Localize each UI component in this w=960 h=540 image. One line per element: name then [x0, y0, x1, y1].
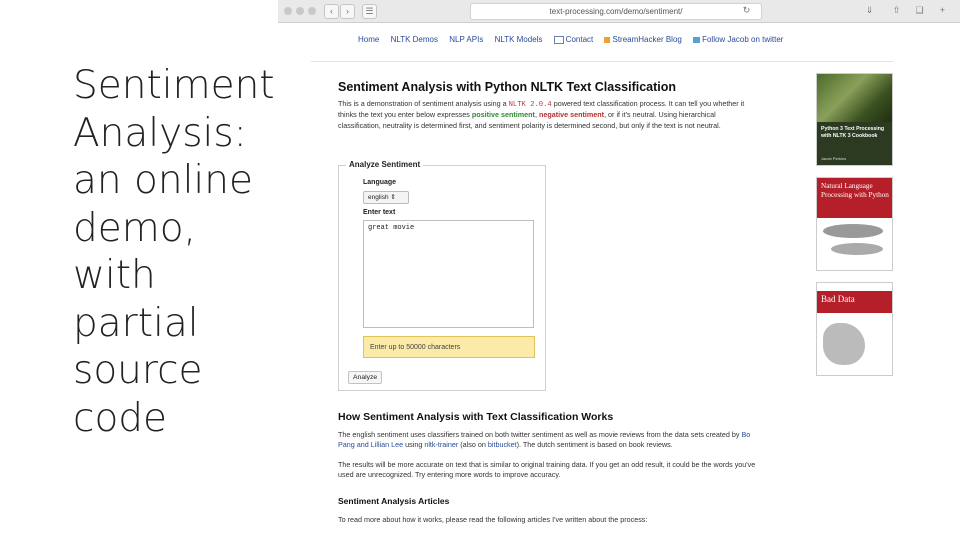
text-label: Enter text: [363, 209, 396, 216]
address-bar[interactable]: text-processing.com/demo/sentiment/: [470, 3, 762, 20]
how-it-works-section: [338, 412, 758, 481]
pang-lee-link[interactable]: Bo Pang and Lillian Lee: [338, 429, 751, 449]
tabs-icon[interactable]: ❏: [915, 5, 924, 15]
window-close-dot[interactable]: [284, 7, 292, 15]
window-minimize-dot[interactable]: [296, 7, 304, 15]
book-title: Natural Language Processing with Python: [821, 182, 889, 199]
how-paragraph-1: [338, 430, 758, 451]
book-cover-bad-data[interactable]: [816, 282, 893, 376]
share-icon[interactable]: ⇧: [892, 5, 901, 15]
how-text: (also on: [458, 440, 488, 449]
browser-toolbar: [278, 0, 960, 23]
nav-nltk-demos[interactable]: NLTK Demos: [390, 35, 438, 44]
articles-section: [338, 496, 758, 525]
slide-title-line: partial: [73, 300, 199, 346]
how-text: ). The dutch sentiment is based on book reviews.: [516, 440, 673, 449]
char-limit-notice: Enter up to 50000 characters: [363, 336, 535, 358]
nav-nlp-apis[interactable]: NLP APIs: [449, 35, 484, 44]
select-arrow-icon: ⇕: [390, 194, 396, 201]
book-title: Bad Data: [821, 294, 855, 304]
language-label: Language: [363, 179, 397, 186]
nav-twitter-label: Follow Jacob on twitter: [702, 35, 784, 44]
sidebar-icon[interactable]: ☰: [362, 4, 377, 19]
how-text: The english sentiment uses classifiers trained on both twitter sentiment as well as movie reviews from the data sets created by: [338, 429, 742, 439]
chevron-right-icon[interactable]: ›: [340, 4, 355, 19]
intro-paragraph: [338, 99, 758, 132]
book-author: Jacob Perkins: [821, 156, 847, 161]
book-cover-nltk-cookbook[interactable]: [816, 73, 893, 166]
form-legend: Analyze Sentiment: [346, 160, 423, 169]
nltk-version[interactable]: NLTK 2.0.4: [508, 100, 552, 109]
slide-title-line: Sentiment: [73, 63, 275, 108]
mail-icon: [554, 36, 564, 44]
nav-contact[interactable]: [554, 35, 594, 44]
intro-text: , or if it's neutral. Using hierarchical classification, neutrality is determined first, and sentiment polarity is determined second, but only if the text is not neutral.: [338, 110, 721, 130]
nav-home[interactable]: Home: [358, 35, 380, 44]
slide-title-line: Analysis:: [73, 110, 247, 156]
slide-title-line: code: [73, 395, 168, 441]
language-value: english: [368, 194, 389, 201]
site-nav: [358, 35, 792, 44]
chevron-left-icon[interactable]: ‹: [324, 4, 339, 19]
nav-nltk-models[interactable]: NLTK Models: [494, 35, 543, 44]
book-cover-nlp-python[interactable]: [816, 177, 893, 271]
nav-twitter[interactable]: [693, 35, 783, 44]
fish-illustration: [831, 243, 883, 255]
analyze-button[interactable]: Analyze: [348, 371, 382, 384]
nltk-trainer-link[interactable]: nltk-trainer: [424, 440, 459, 449]
analyze-form: [338, 160, 546, 391]
book-cover-image: [817, 74, 893, 122]
text-input[interactable]: great movie: [363, 220, 534, 328]
negative-label: negative sentiment: [538, 110, 605, 119]
nav-contact-label: Contact: [565, 35, 594, 44]
main-content: [338, 82, 758, 131]
twitter-icon: [693, 37, 700, 43]
duck-illustration: [823, 323, 865, 365]
slide-title-line: demo,: [73, 205, 196, 251]
download-icon[interactable]: ⇓: [865, 5, 874, 15]
bitbucket-link[interactable]: bitbucket: [487, 440, 517, 449]
window-zoom-dot[interactable]: [308, 7, 316, 15]
fish-illustration: [823, 224, 883, 238]
how-it-works-heading: How Sentiment Analysis with Text Classification Works: [338, 411, 614, 423]
page-title: Sentiment Analysis with Python NLTK Text Classification: [338, 80, 677, 94]
intro-text: powered text classification process. It can tell you whether it thinks the text you enter below expresses: [338, 98, 745, 119]
book-title: Python 3 Text Processing with NLTK 3 Cookbook: [821, 126, 885, 139]
nav-divider: [311, 61, 893, 62]
intro-text: This is a demonstration of sentiment analysis using a: [338, 98, 509, 108]
rss-icon: [604, 37, 610, 43]
articles-heading: Sentiment Analysis Articles: [338, 496, 450, 506]
intro-text: ,: [534, 110, 539, 119]
slide-title-line: an online: [73, 158, 253, 203]
slide-title-line: source: [73, 348, 203, 393]
language-select[interactable]: [363, 191, 409, 204]
positive-label: positive sentiment: [471, 110, 535, 119]
browser-screenshot: [278, 0, 960, 540]
articles-text: To read more about how it works, please read the following articles I've written about the process:: [338, 514, 648, 524]
how-paragraph-2: The results will be more accurate on text that is similar to original training data. If you get an odd result, it could be the words you've used are unrecognized. Try entering more words to improve accuracy.: [338, 459, 756, 479]
how-text: using: [403, 440, 425, 449]
new-tab-icon[interactable]: +: [939, 5, 946, 15]
nav-blog-label: StreamHacker Blog: [612, 35, 682, 44]
nav-blog[interactable]: [604, 35, 681, 44]
slide-title: [73, 62, 273, 442]
reload-icon[interactable]: ↻: [742, 5, 751, 15]
slide-title-line: with: [73, 253, 156, 298]
